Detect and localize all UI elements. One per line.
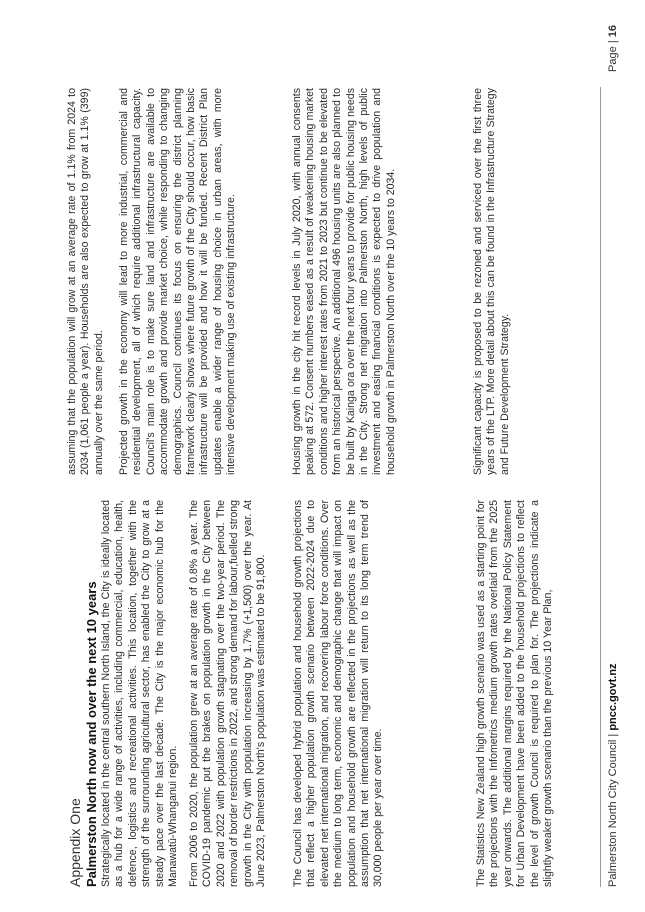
page-number (607, 25, 619, 72)
paragraph: Housing growth in the city hit record levels in July 2020, with annual consents peaking at 572. Consent numbers eased as a result of weakening housing market conditions and higher interest rates from 2021 to 2023 but continue to be elevated from an historical perspective. An additional 496 housing units are also planned to be built by Kainga ora over the next four years to provide for public housing needs in the City. Strong net migration into Palmerston North, high levels of public investment and easing financial conditions is expected to drive population and household growth in Palmerston North over the 10 years to 2034. (291, 88, 397, 475)
appendix-label: Appendix One (67, 798, 83, 887)
footer-separator: | (607, 40, 619, 44)
page-number-value: 16 (607, 25, 619, 38)
section-title: Palmerston North now and over the next 10 years (84, 581, 99, 887)
footer-website-link[interactable]: pncc.govt.nz (607, 663, 619, 731)
footer-council (607, 663, 619, 887)
paragraph: From 2006 to 2020, the population grew at an average rate of 0.8% a year. The COVID-19 pandemic put the brakes on population growth in the City between 2020 and 2022 with population growth stagnating over the two-year period. The removal of border restrictions in 2022, and strong demand for labour,fuelled strong growth in the City with population increasing by 1.7% (+1,500) over the year. At June 2023, Palmerston North's population was estimated to be 91,800. (188, 500, 268, 887)
paragraph: Significant capacity is proposed to be rezoned and serviced over the first three years of the LTP. More detail about this can be found in the Infrastructure Strategy and Future Development Strategy. (472, 88, 511, 475)
paragraph: Projected growth in the economy will lead to more industrial, commercial and residential development, all of which require additional infrastructural capacity. Council's main role is to make sure land and infrastructure are available to accommodate growth and provide market choice, while responding to changing demographics. Council continues its focus on ensuring the district planning framework clearly shows where future growth of the City should occur, how basic infrastructure will be provided and how it will be funded. Recent District Plan updates enable a wider range of housing choice in urban areas, with more intensive development making use of existing infrastructure. (118, 88, 238, 475)
paragraph: assuming that the population will grow at an average rate of 1.1% from 2024 to 2034 (1,061 people a year). Households are also expected to grow at 1.1% (399) annually over the same period. (66, 88, 105, 475)
paragraph: The Council has developed hybrid population and household growth projections that reflect a higher population growth scenario between 2022-2024 due to elevated net international migration, and recovering labour force conditions. Over the medium to long term, economic and demographic change that will impact on population and household growth are reflected in the projections as well as the assumption that net international migration will return to its long term trend of 30,000 people per year over time. (292, 500, 385, 887)
page-label: Page (607, 46, 619, 72)
footer-divider (600, 87, 601, 887)
paragraph: The Statistics New Zealand high growth scenario was used as a starting point for the projections with the Infometrics medium growth rates overlaid from the 2025 year onwards. The additional margins required by the National Policy Statement for Urban Development have been added to the household projections to reflect the level of growth Council is required to plan for. The projections indicate a slightly weaker growth scenario than the previous 10 Year Plan, (475, 500, 555, 887)
footer-council-name: Palmerston North City Council (607, 739, 619, 887)
paragraph: Strategically located in the central southern North Island, the City is ideally located as a hub for a wide range of activities, including commercial, education, health, defence, logistics and recreational activities. This location, together with the strength of the surrounding agricultural sector, has enabled the City to grow at a steady pace over the last decade. The City is the major economic hub for the Manawatū-Whanganui region. (100, 500, 180, 887)
footer-separator: | (607, 733, 619, 737)
